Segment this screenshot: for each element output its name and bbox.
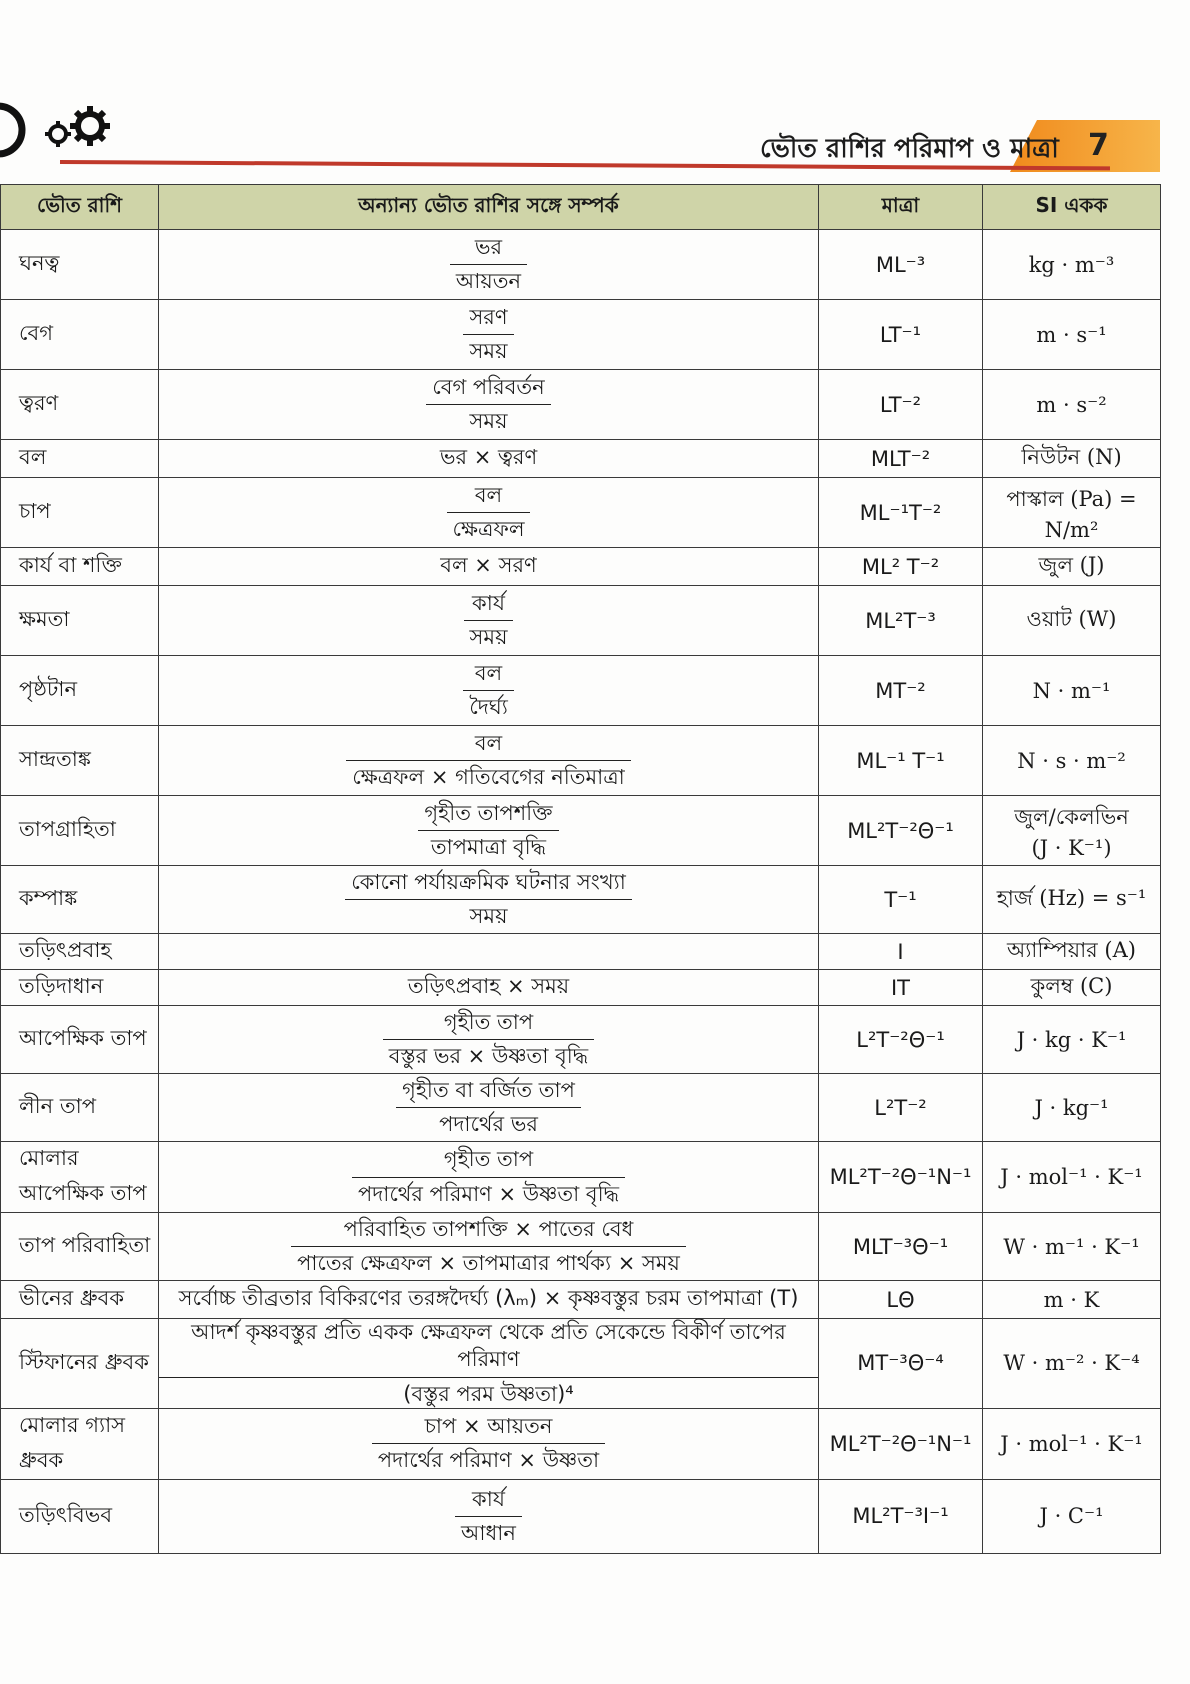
- si-unit-line: W · m⁻¹ · K⁻¹: [1003, 1234, 1140, 1259]
- chapter-header-title: ভৌত রাশির পরিমাপ ও মাত্রা: [760, 134, 1059, 164]
- fraction-denominator: ক্ষেত্রফল × গতিবেগের নতিমাত্রা: [352, 765, 625, 789]
- relation-cell: [159, 548, 819, 586]
- quantity-name: ক্ষমতা: [1, 586, 159, 656]
- fraction-denominator: বস্তুর ভর × উষ্ণতা বৃদ্ধি: [388, 1044, 589, 1068]
- dimension-cell: ML⁻¹ T⁻¹: [819, 726, 983, 796]
- fraction-numerator: সরণ: [463, 304, 513, 335]
- table-row: [1, 1319, 1161, 1409]
- si-unit-line: অ্যাম্পিয়ার (A): [1007, 938, 1136, 962]
- fraction-numerator: বল: [463, 660, 514, 691]
- table-row: [1, 440, 1161, 478]
- quantity-name: তড়িদাধান: [1, 970, 159, 1006]
- relation-text: তড়িৎপ্রবাহ × সময়: [407, 974, 570, 998]
- relation-cell: [159, 1006, 819, 1074]
- dimension-cell: ML² T⁻²: [819, 548, 983, 586]
- relation-cell: [159, 796, 819, 866]
- si-unit-cell: [983, 370, 1161, 440]
- relation-text: ভর × ত্বরণ: [439, 445, 538, 469]
- dimension-cell: T⁻¹: [819, 866, 983, 934]
- table-row: [1, 1479, 1161, 1553]
- fraction-denominator: ক্ষেত্রফল: [452, 517, 525, 541]
- fraction-denominator: সময়: [469, 625, 508, 649]
- si-unit-line: J · C⁻¹: [1039, 1504, 1104, 1529]
- relation-fraction: [426, 374, 550, 436]
- si-unit-cell: [983, 656, 1161, 726]
- si-unit-line: (J · K⁻¹): [1031, 836, 1112, 860]
- relation-cell: [159, 934, 819, 970]
- dimension-cell: MT⁻²: [819, 656, 983, 726]
- fraction-denominator: সময়: [469, 409, 508, 433]
- fraction-numerator: চাপ × আয়তন: [372, 1413, 605, 1444]
- fraction-numerator: গৃহীত তাপ: [352, 1146, 625, 1177]
- fraction-denominator: পদার্থের ভর: [439, 1112, 538, 1136]
- si-unit-cell: [983, 548, 1161, 586]
- table-row: [1, 934, 1161, 970]
- table-header-row: [1, 185, 1161, 230]
- table-row: [1, 866, 1161, 934]
- table-row: [1, 1074, 1161, 1142]
- relation-fraction: [372, 1413, 605, 1475]
- relation-text: বল × সরণ: [440, 553, 537, 577]
- dimension-cell: L²T⁻²: [819, 1074, 983, 1142]
- dimension-cell: LT⁻²: [819, 370, 983, 440]
- quantity-name: সান্দ্রতাঙ্ক: [1, 726, 159, 796]
- relation-fraction: [447, 482, 531, 544]
- si-unit-line: J · kg⁻¹: [1034, 1095, 1109, 1120]
- relation-cell: [159, 440, 819, 478]
- quantity-name: কার্য বা শক্তি: [1, 548, 159, 586]
- si-unit-line: J · kg · K⁻¹: [1016, 1027, 1127, 1052]
- dimension-cell: ML²T⁻³: [819, 586, 983, 656]
- fraction-denominator: সময়: [469, 904, 508, 928]
- table-row: [1, 1408, 1161, 1479]
- column-header-relation: অন্যান্য ভৌত রাশির সঙ্গে সম্পর্ক: [159, 185, 819, 230]
- si-unit-line: হার্জ (Hz) = s⁻¹: [996, 886, 1147, 910]
- si-unit-cell: [983, 478, 1161, 548]
- quantity-name: তড়িৎবিভব: [1, 1479, 159, 1553]
- table-row: [1, 370, 1161, 440]
- relation-cell: [159, 1479, 819, 1553]
- dimensions-table: [0, 184, 1161, 1554]
- dimension-cell: IT: [819, 970, 983, 1006]
- table-row: [1, 548, 1161, 586]
- table-row: [1, 796, 1161, 866]
- fraction-numerator: বেগ পরিবর্তন: [426, 374, 550, 405]
- fraction-numerator: গৃহীত বা বর্জিত তাপ: [396, 1077, 581, 1108]
- si-unit-cell: [983, 1142, 1161, 1213]
- fraction-numerator: গৃহীত তাপ: [383, 1009, 594, 1040]
- si-unit-line: N · s · m⁻²: [1017, 748, 1126, 773]
- relation-cell: [159, 1319, 819, 1409]
- fraction-numerator: কার্য: [464, 590, 514, 621]
- table-row: [1, 1006, 1161, 1074]
- table-row: [1, 230, 1161, 300]
- relation-fraction: [352, 1146, 625, 1208]
- fraction-denominator: দৈর্ঘ্য: [469, 695, 508, 719]
- quantity-name: তড়িৎপ্রবাহ: [1, 934, 159, 970]
- si-unit-line: জুল (J): [1038, 553, 1105, 577]
- relation-fraction: [418, 800, 558, 862]
- si-unit-cell: [983, 1408, 1161, 1479]
- quantity-name: মোলার আপেক্ষিক তাপ: [1, 1142, 159, 1213]
- gear-logo-icon: [0, 100, 120, 160]
- column-header-si-unit: SI একক: [983, 185, 1161, 230]
- fraction-numerator: বল: [447, 482, 531, 513]
- si-unit-line: পাস্কাল (Pa) =: [1006, 487, 1137, 511]
- si-unit-line: m · s⁻¹: [1036, 322, 1107, 347]
- table-row: [1, 300, 1161, 370]
- fraction-denominator: পদার্থের পরিমাণ × উষ্ণতা: [377, 1448, 600, 1473]
- si-unit-line: kg · m⁻³: [1028, 252, 1115, 277]
- relation-cell: [159, 300, 819, 370]
- si-unit-cell: [983, 934, 1161, 970]
- relation-fraction: [464, 590, 514, 652]
- quantity-name: পৃষ্ঠটান: [1, 656, 159, 726]
- si-unit-cell: [983, 796, 1161, 866]
- quantity-name: ভীনের ধ্রুবক: [1, 1281, 159, 1319]
- si-unit-cell: [983, 866, 1161, 934]
- table-row: [1, 656, 1161, 726]
- relation-fraction: [463, 660, 514, 722]
- fraction-numerator: আদর্শ কৃষ্ণবস্তুর প্রতি একক ক্ষেত্রফল থেকে প্রতি সেকেন্ডে বিকীর্ণ তাপের পরিমাণ: [159, 1319, 818, 1378]
- si-unit-cell: [983, 970, 1161, 1006]
- quantity-name: তাপগ্রাহিতা: [1, 796, 159, 866]
- relation-cell: [159, 1142, 819, 1213]
- si-unit-line: J · mol⁻¹ · K⁻¹: [1000, 1431, 1143, 1456]
- table-row: [1, 726, 1161, 796]
- table-row: [1, 1281, 1161, 1319]
- dimension-cell: ML⁻³: [819, 230, 983, 300]
- dimension-cell: ML²T⁻²Θ⁻¹: [819, 796, 983, 866]
- si-unit-cell: [983, 1213, 1161, 1281]
- si-unit-line: কুলম্ব (C): [1030, 974, 1113, 998]
- si-unit-line: N/m²: [1044, 518, 1099, 542]
- relation-cell: [159, 586, 819, 656]
- si-unit-cell: [983, 230, 1161, 300]
- quantity-name: ত্বরণ: [1, 370, 159, 440]
- relation-cell: [159, 1281, 819, 1319]
- dimension-cell: ML²T⁻²Θ⁻¹N⁻¹: [819, 1142, 983, 1213]
- relation-cell: [159, 478, 819, 548]
- si-unit-cell: [983, 1479, 1161, 1553]
- dimension-cell: MT⁻³Θ⁻⁴: [819, 1319, 983, 1409]
- fraction-numerator: কার্য: [455, 1486, 522, 1517]
- quantity-name: কম্পাঙ্ক: [1, 866, 159, 934]
- relation-cell: [159, 1213, 819, 1281]
- si-unit-line: m · s⁻²: [1036, 392, 1107, 417]
- si-unit-line: W · m⁻² · K⁻⁴: [1003, 1351, 1140, 1376]
- fraction-numerator: কোনো পর্যায়ক্রমিক ঘটনার সংখ্যা: [345, 869, 632, 900]
- si-unit-cell: [983, 440, 1161, 478]
- column-header-quantity: ভৌত রাশি: [1, 185, 159, 230]
- table-row: [1, 1213, 1161, 1281]
- quantity-name: আপেক্ষিক তাপ: [1, 1006, 159, 1074]
- dimension-cell: MLT⁻²: [819, 440, 983, 478]
- table-row: [1, 1142, 1161, 1213]
- quantity-name: স্টিফানের ধ্রুবক: [1, 1319, 159, 1409]
- quantity-name: তাপ পরিবাহিতা: [1, 1213, 159, 1281]
- table-row: [1, 478, 1161, 548]
- dimension-cell: ML⁻¹T⁻²: [819, 478, 983, 548]
- relation-cell: [159, 1408, 819, 1479]
- fraction-denominator: আয়তন: [455, 269, 522, 293]
- si-unit-line: ওয়াট (W): [1026, 607, 1117, 631]
- relation-cell: [159, 726, 819, 796]
- page-number: 7: [1088, 128, 1109, 163]
- si-unit-line: N · m⁻¹: [1032, 678, 1111, 703]
- relation-fraction: [346, 730, 631, 792]
- relation-text: সর্বোচ্চ তীব্রতার বিকিরণের তরঙ্গদৈর্ঘ্য (λₘ) × কৃষ্ণবস্তুর চরম তাপমাত্রা (T): [178, 1286, 799, 1310]
- fraction-numerator: গৃহীত তাপশক্তি: [418, 800, 558, 831]
- dimension-cell: MLT⁻³Θ⁻¹: [819, 1213, 983, 1281]
- fraction-denominator: পাতের ক্ষেত্রফল × তাপমাত্রার পার্থক্য × সময়: [297, 1251, 680, 1275]
- relation-cell: [159, 866, 819, 934]
- si-unit-line: জুল/কেলভিন: [1014, 805, 1129, 829]
- quantity-name: মোলার গ্যাস ধ্রুবক: [1, 1408, 159, 1479]
- relation-fraction: [455, 1486, 522, 1548]
- table-row: [1, 586, 1161, 656]
- relation-fraction: [345, 869, 632, 931]
- fraction-numerator: পরিবাহিত তাপশক্তি × পাতের বেধ: [291, 1216, 686, 1247]
- relation-fraction: [396, 1077, 581, 1139]
- dimension-cell: LΘ: [819, 1281, 983, 1319]
- table-row: [1, 970, 1161, 1006]
- si-unit-line: m · K: [1043, 1287, 1100, 1312]
- fraction-denominator: পদার্থের পরিমাণ × উষ্ণতা বৃদ্ধি: [357, 1181, 620, 1206]
- dimension-cell: ML²T⁻³I⁻¹: [819, 1479, 983, 1553]
- fraction-denominator: তাপমাত্রা বৃদ্ধি: [430, 835, 547, 859]
- si-unit-cell: [983, 586, 1161, 656]
- quantity-name: লীন তাপ: [1, 1074, 159, 1142]
- column-header-dimension: মাত্রা: [819, 185, 983, 230]
- relation-cell: [159, 656, 819, 726]
- dimension-cell: LT⁻¹: [819, 300, 983, 370]
- fraction-denominator: আধান: [461, 1520, 516, 1545]
- relation-cell: [159, 1074, 819, 1142]
- quantity-name: চাপ: [1, 478, 159, 548]
- si-unit-cell: [983, 1319, 1161, 1409]
- si-unit-cell: [983, 300, 1161, 370]
- quantity-name: বেগ: [1, 300, 159, 370]
- relation-fraction: [159, 1319, 818, 1408]
- relation-cell: [159, 230, 819, 300]
- si-unit-cell: [983, 1074, 1161, 1142]
- si-unit-line: নিউটন (N): [1021, 445, 1122, 469]
- quantity-name: ঘনত্ব: [1, 230, 159, 300]
- dimension-cell: I: [819, 934, 983, 970]
- fraction-numerator: ভর: [450, 234, 527, 265]
- relation-fraction: [450, 234, 527, 296]
- dimension-cell: ML²T⁻²Θ⁻¹N⁻¹: [819, 1408, 983, 1479]
- fraction-numerator: বল: [346, 730, 631, 761]
- si-unit-line: J · mol⁻¹ · K⁻¹: [1000, 1165, 1143, 1189]
- relation-fraction: [383, 1009, 594, 1071]
- relation-cell: [159, 370, 819, 440]
- relation-cell: [159, 970, 819, 1006]
- si-unit-cell: [983, 1281, 1161, 1319]
- si-unit-cell: [983, 726, 1161, 796]
- fraction-denominator: সময়: [469, 339, 508, 363]
- si-unit-cell: [983, 1006, 1161, 1074]
- dimension-cell: L²T⁻²Θ⁻¹: [819, 1006, 983, 1074]
- quantity-name: বল: [1, 440, 159, 478]
- relation-fraction: [291, 1216, 686, 1278]
- fraction-denominator: (বস্তুর পরম উষ্ণতা)⁴: [403, 1381, 574, 1406]
- relation-fraction: [463, 304, 513, 366]
